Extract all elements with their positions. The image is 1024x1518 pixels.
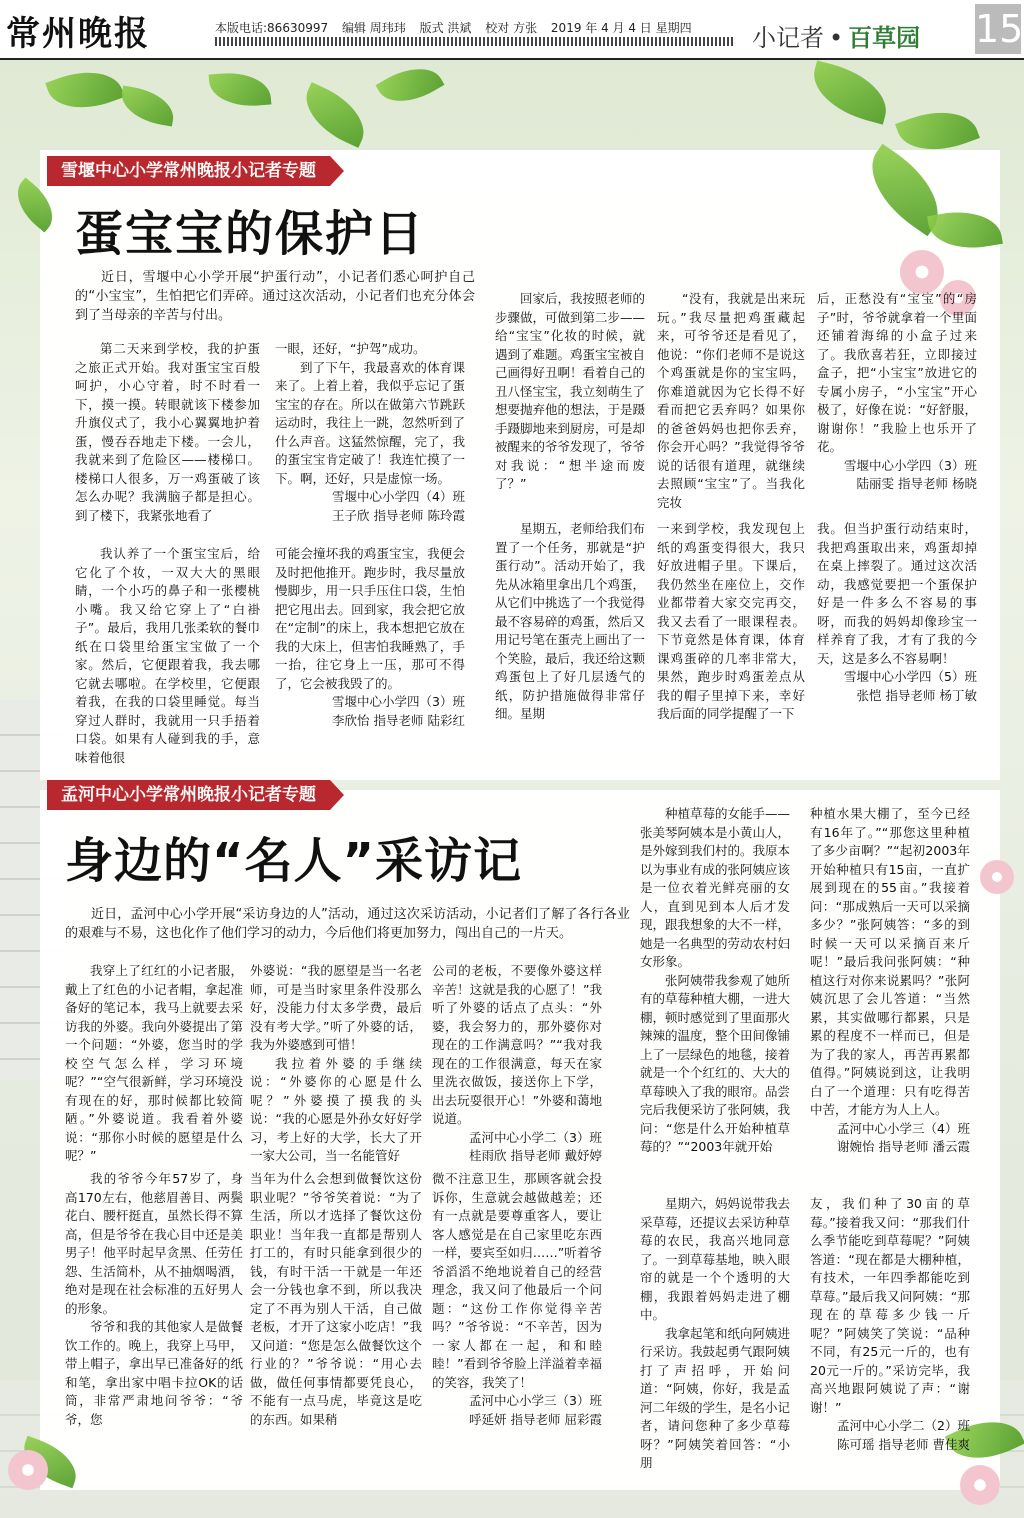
phone-number: 本版电话:86630997 (215, 21, 329, 35)
flower-decoration (980, 860, 1014, 894)
byline-author: 王子欣 指导老师 陈玲霞 (332, 507, 465, 523)
paragraph: 回家后，我按照老师的步骤做，可做到第二步——给“宝宝”化妆的时候，就遇到了难题。鸡蛋宝宝被自己画得好丑啊！看着自己的丑八怪宝宝，我立刻萌生了想要抛弃他的想法，于是蹑手蹑脚地来到厨房，可是却被醒来的爷爷发现了，爷爷对我说：“想半途而废了？” (495, 291, 646, 491)
article-a2-col2 (657, 290, 805, 512)
paragraph: 第二天来到学校，我的护蛋之旅正式开始。我对蛋宝宝百般呵护，小心守着，时不时看一下，摸一摸。转眼就该下楼参加升旗仪式了，我小心翼翼地护着蛋，慢吞吞地走下楼。一会儿，我就来到了危险区——楼梯口。楼梯口人很多，万一鸡蛋破了该怎么办呢？我满脑子都是担心。到了楼下，我紧张地看了 (75, 341, 260, 523)
byline-author: 谢婉怡 指导老师 潘云霞 (837, 1139, 970, 1154)
byline-school: 孟河中心小学三（3）班 (469, 1393, 602, 1408)
byline-school: 孟河中心小学二（2）班 (837, 1418, 970, 1433)
issue-date: 2019 年 4 月 4 日 星期四 (550, 21, 692, 35)
paragraph: 微不注意卫生，那顾客就会投诉你，生意就会越做越差；还有一点就是要尊重客人，要让客人感觉是在自己家里吃东西一样，要宾至如归……”听着爷爷滔滔不绝地说着自己的经营理念，我又问了他最后一个问题：“这份工作你觉得辛苦吗？”爷爷说：“不辛苦，因为一家人都在一起，和和睦睦！”看到爷爷脸上洋溢着幸福的笑容，我笑了！ (432, 1171, 602, 1390)
article-b4-col1 (640, 1195, 790, 1473)
paragraph: 到了下午，我最喜欢的体育课来了。上着上着，我似乎忘记了蛋宝宝的存在。所以在做第六节跳跃运动时，我往上一跳，忽然听到了什么声音。这猛然惊醒，完了，我的蛋宝宝肯定破了！我连忙摸了一下。啊，还好，只是虚惊一场。 (275, 359, 465, 486)
paragraph: 星期六，妈妈说带我去采草莓，还提议去采访种草莓的农民，我高兴地同意了。一到草莓基地，映入眼帘的就是一个个透明的大棚，我跟着妈妈走进了棚中。 (640, 1196, 791, 1322)
story1-label: 雪堰中心小学常州晚报小记者专题 (47, 156, 330, 186)
paragraph: “没有，我就是出来玩玩。”我尽量把鸡蛋藏起来，可爷爷还是看见了，他说：“你们老师不是说这个鸡蛋就是你的宝宝吗，你难道就因为它长得不好看而把它丢弃吗？如果你的爸爸妈妈也把你丢弃，你会开心吗？”我觉得爷爷说的话很有道理，就继续去照顾“宝宝”了。当我化完妆 (657, 291, 805, 510)
article-b2-col2 (810, 805, 970, 1157)
article-a4-col3 (817, 520, 977, 705)
paragraph: 友，我们种了30亩的草莓。”接着我又问：“那我们什么季节能吃到草莓呢？”阿姨答道：“现在都是大棚种植，有技术，一年四季都能吃到草莓。”最后我又问阿姨：“那现在的草莓多少钱一斤呢？”阿姨笑了笑说：“品种不同，有25元一斤的，也有20元一斤的。”采访完毕，我高兴地跟阿姨说了声：“谢谢！” (810, 1196, 970, 1415)
byline-author: 呼延妍 指导老师 屈彩霞 (469, 1411, 602, 1427)
format-credit: 版式 洪斌 (419, 21, 472, 35)
paragraph: 星期五，老师给我们布置了一个任务，那就是“护蛋行动”。活动开始了，我先从冰箱里拿出几个鸡蛋，从它们中挑选了一个我觉得最不容易碎的鸡蛋，然后又用记号笔在蛋壳上画出了一个笑脸，最后，我还给这颗鸡蛋包上了好几层透气的纸，防护措施做得非常仔细。星期 (495, 521, 646, 721)
paragraph: 爷爷和我的其他家人是做餐饮工作的。晚上，我穿上马甲，带上帽子，拿出早已准备好的纸和笔，拿出家中唱卡拉OK的话筒，非常严肃地问爷爷：“爷爷，您 (65, 1319, 243, 1427)
paragraph: 种植水果大棚了，至今已经有16年了。”“那您这里种植了多少亩啊？”“起初2003年开始种植只有15亩，一直扩展到现在的55亩。”我接着问：“那成熟后一天可以采摘多少？”张阿姨答：“多的到时候一天可以采摘百来斤呢！”最后我问张阿姨：“种植这行对你来说累吗？”张阿姨沉思了会儿答道：“当然累，其实做哪行都累，只是累的程度不一样而已，但是为了我的家人，再苦再累都值得。”阿姨说到这，让我明白了一个道理：只有吃得苦中苦，才能方为人上人。 (810, 806, 970, 1117)
paragraph: 我拿起笔和纸向阿姨进行采访。我鼓起勇气跟阿姨打了声招呼，开始问道：“阿姨，你好，我是孟河二年级的学生，是名小记者，请问您种了多少草莓呀？”阿姨笑着回答：“小朋 (640, 1325, 791, 1470)
proof-credit: 校对 方张 (485, 21, 538, 35)
article-b2-col1 (640, 805, 790, 1157)
article-a3-col1 (75, 545, 260, 767)
byline-author: 陆丽雯 指导老师 杨晓 (856, 476, 977, 491)
article-a3-col2 (275, 545, 465, 730)
section-right: 百草园 (848, 24, 921, 52)
article-a2-col1 (495, 290, 645, 494)
byline-author: 张恺 指导老师 杨丁敏 (856, 687, 977, 703)
paragraph: 我的爷爷今年57岁了，身高170左右，他慈眉善目、两鬓花白、腰杆挺直，虽然长得不算高，但是爷爷在我心目中还是美男子！他平时起早贪黑、任劳任怨、生活简朴，从不抽烟喝酒，绝对是现在社会标准的五好男人的形象。 (65, 1171, 243, 1316)
paragraph: 种植草莓的女能手——张美琴阿姨本是小黄山人，是外嫁到我们村的。我原本以为事业有成的张阿姨应该是一位衣着光鲜亮丽的女人，直到见到本人后才发现，跟我想象的大不一样，她是一名典型的劳动农村妇女形象。 (640, 806, 791, 969)
header-stripe (215, 37, 735, 46)
section-title (752, 18, 920, 53)
story2-label: 孟河中心小学常州晚报小记者专题 (47, 780, 330, 810)
article-b1-col1 (65, 962, 243, 1166)
article-a1-col1 (75, 340, 260, 525)
article-b3-col1 (65, 1170, 243, 1429)
byline-school: 雪堰中心小学四（5）班 (844, 669, 977, 684)
masthead: 常州晚报 (6, 14, 150, 54)
paragraph: 一眼，还好，“护驾”成功。 (275, 341, 426, 356)
paragraph: 公司的老板，不要像外婆这样辛苦！这就是我的心愿了！”我听了外婆的话点了点头：“外婆，我会努力的，那外婆你对现在的工作满意吗？”“我对我现在的工作很满意，每天在家里洗衣做饭，接送你上下学，出去玩耍很开心！”外婆和蔼地说道。 (432, 963, 602, 1126)
byline-school: 孟河中心小学二（3）班 (469, 1129, 602, 1145)
byline-school: 雪堰中心小学四（4）班 (332, 489, 465, 504)
article-a2-col3 (817, 290, 977, 494)
article-b1-col2 (250, 962, 422, 1166)
paragraph: 我拉着外婆的手继续说：“外婆你的心愿是什么呢？”外婆摸了摸我的头说：“我的心愿是外孙女好好学习，考上好的大学，长大了开一家大公司，当一名能管好 (250, 1055, 422, 1163)
story2-intro: 近日，孟河中心小学开展“采访身边的人”活动，通过这次采访活动，小记者们了解了各行各业的艰难与不易，这也化作了他们学习的动力，今后他们将更加努力，闯出自己的一片天。 (65, 907, 630, 941)
flower-decoration (960, 1465, 1000, 1505)
story2-headline: 身边的“名人”采访记 (65, 833, 523, 889)
section-left: 小记者 (752, 24, 824, 52)
article-b3-col2 (250, 1170, 422, 1429)
byline-author: 陈可瑶 指导老师 曹佳爽 (837, 1436, 970, 1452)
byline-author: 桂雨欣 指导老师 戴妤婷 (469, 1148, 602, 1163)
paragraph: 我穿上了红红的小记者服，戴上了红色的小记者帽，拿起准备好的笔记本，我马上就要去采访我的外婆。我向外婆提出了第一个问题：“外婆，您当时的学校空气怎么样，学习环境呢？”“空气很新鲜，学习环境没有现在的好，那时候都比较简陋。”外婆说道。我看着外婆说：“那你小时候的愿望是什么呢？” (65, 963, 243, 1163)
article-b3-col3 (432, 1170, 602, 1429)
paragraph: 我认养了一个蛋宝宝后，给它化了个妆，一双大大的黑眼睛，一个小巧的鼻子和一张樱桃小嘴。我又给它穿上了“白褂子”。最后，我用几张柔软的餐巾纸在口袋里给蛋宝宝做了一个家。然后，它便跟着我，我去哪它就去哪啦。在学校里，它便跟着我，在我的口袋里睡觉。每当穿过人群时，我就用一只手捂着口袋。如果有人碰到我的手，意味着他很 (75, 546, 260, 765)
article-a1-col2 (275, 340, 465, 525)
article-a4-col2 (657, 520, 805, 724)
page-header (0, 0, 1024, 60)
flower-decoration (900, 250, 944, 294)
paragraph: 可能会撞坏我的鸡蛋宝宝，我便会及时把他推开。跑步时，我尽量放慢脚步，用一只手压住口袋，生怕把它甩出去。回到家，我会把它放在“定制”的床上，我本想把它放在我的大床上，但害怕我睡熟了，手一抬，往它身上一压，那可不得了，它会被我毁了的。 (275, 546, 465, 691)
byline-school: 雪堰中心小学四（3）班 (844, 457, 977, 473)
paragraph: 当年为什么会想到做餐饮这份职业呢？”爷爷笑着说：“为了生活，所以才选择了餐饮这份职业！当年我一直都是帮别人打工的，有时只能拿到很少的钱，有时干活一干就是一年还会一分钱也拿不到，所以我决定了不再为别人干活，自己做老板，才开了这家小吃店！”我又问道：“您是怎么做餐饮这个行业的？”爷爷说：“用心去做，做任何事情都要凭良心，不能有一点马虎，毕竟这是吃的东西。如果稍 (250, 1171, 422, 1427)
paragraph: 外婆说：“我的愿望是当一名老师，可是当时家里条件没那么好，没能力付太多学费，最后没有考大学。”听了外婆的话，我为外婆感到可惜！ (250, 963, 422, 1052)
editor-credit: 编辑 周玮玮 (341, 21, 406, 35)
story1-intro: 近日，雪堰中心小学开展“护蛋行动”，小记者们悉心呵护自己的“小宝宝”，生怕把它们弄碎。通过这次活动，小记者们也充分体会到了当母亲的辛苦与付出。 (75, 270, 475, 323)
section-dot: • (829, 24, 844, 52)
byline-school: 孟河中心小学三（4）班 (837, 1120, 970, 1136)
paragraph: 一来到学校，我发现包上纸的鸡蛋变得很大，我只好放进帽子里。下课后，我仍然坐在座位上，交作业都带着大家交完再交，我又去看了一眼课程表。下节竟然是体育课，体育课鸡蛋碎的几率非常大，果然，跑步时鸡蛋差点从我的帽子里掉下来，幸好我后面的同学提醒了一下 (657, 521, 805, 721)
flower-decoration (8, 1450, 48, 1490)
article-a4-col1 (495, 520, 645, 724)
story1-headline: 蛋宝宝的保护日 (75, 206, 426, 262)
paragraph: 我。但当护蛋行动结束时，我把鸡蛋取出来，鸡蛋却掉在桌上摔裂了。通过这次活动，我感觉要把一个蛋保护好是一件多么不容易的事呀，而我的妈妈却像珍宝一样养育了我，才有了我的今天，这是多么不容易啊！ (817, 521, 977, 666)
byline-school: 雪堰中心小学四（3）班 (332, 694, 465, 709)
page-number: 15 (975, 4, 1021, 54)
page-meta (215, 19, 702, 36)
paragraph: 后，正愁没有“宝宝”的“房子”时，爷爷就拿着一个里面还铺着海绵的小盒子过来了。我欣喜若狂，立即接过盒子，把“小宝宝”放进它的专属小房子，“小宝宝”开心极了，好像在说：“好舒服，谢谢你！”我脸上也乐开了花。 (817, 291, 977, 454)
paragraph: 张阿姨带我参观了她所有的草莓种植大棚，一进大棚，顿时感觉到了里面那火辣辣的温度，整个田间像铺上了一层绿色的地毯，接着就是一个个红红的、大大的草莓映入了我的眼帘。品尝完后我便采访了张阿姨，我问：“您是什么开始种植草莓的？”“2003年就开始 (640, 972, 791, 1154)
article-b4-col2 (810, 1195, 970, 1454)
article-b1-col3 (432, 962, 602, 1166)
byline-author: 李欣怡 指导老师 陆彩红 (332, 712, 465, 728)
